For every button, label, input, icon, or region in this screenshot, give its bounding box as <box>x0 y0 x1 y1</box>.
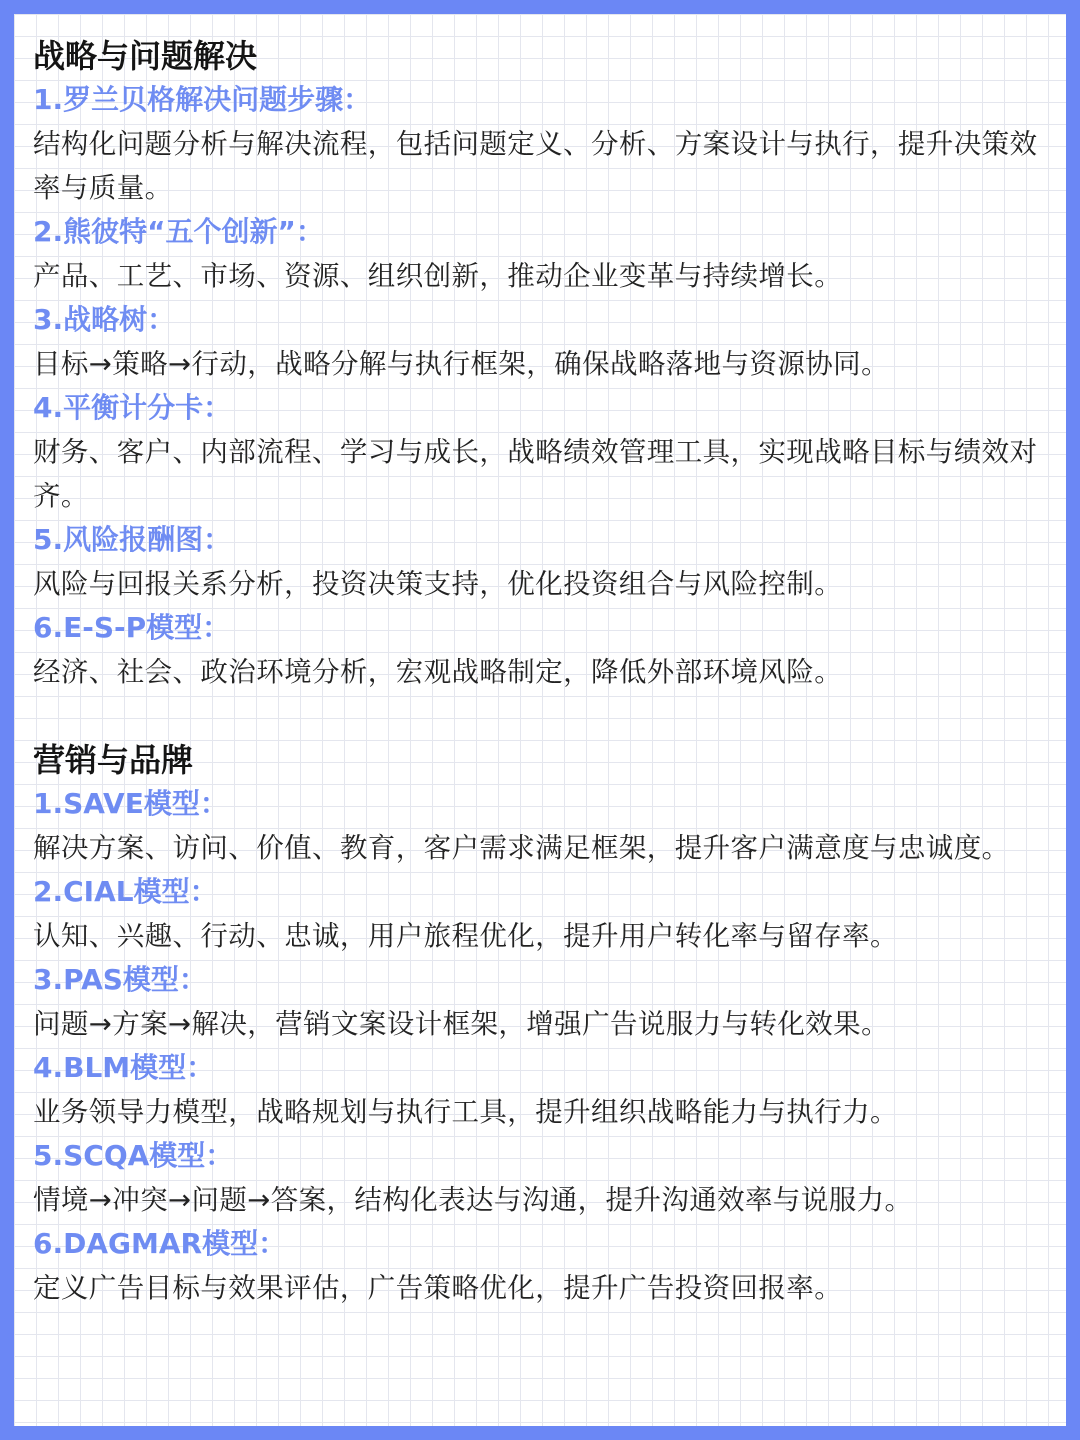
content-card <box>14 14 1066 1426</box>
item-title: 4.平衡计分卡： <box>33 391 232 424</box>
list-item <box>33 870 1053 958</box>
item-description: 问题→方案→解决，营销文案设计框架，增强广告说服力与转化效果。 <box>33 1008 889 1040</box>
item-description: 情境→冲突→问题→答案，结构化表达与沟通，提升沟通效率与说服力。 <box>33 1184 913 1216</box>
item-title: 3.战略树： <box>33 303 176 336</box>
section-strategy <box>33 34 1053 694</box>
item-title: 6.DAGMAR模型： <box>33 1227 287 1260</box>
item-description: 认知、兴趣、行动、忠诚，用户旅程优化，提升用户转化率与留存率。 <box>33 920 898 952</box>
item-description: 结构化问题分析与解决流程，包括问题定义、分析、方案设计与执行，提升决策效率与质量。 <box>33 128 1038 204</box>
item-title: 5.SCQA模型： <box>33 1139 234 1172</box>
section-spacer <box>33 694 1053 738</box>
item-description: 产品、工艺、市场、资源、组织创新，推动企业变革与持续增长。 <box>33 260 843 292</box>
item-title: 1.SAVE模型： <box>33 787 228 820</box>
item-title: 5.风险报酬图： <box>33 523 232 556</box>
item-description: 目标→策略→行动，战略分解与执行框架，确保战略落地与资源协同。 <box>33 348 889 380</box>
list-item <box>33 518 1053 606</box>
section-title: 战略与问题解决 <box>33 37 258 75</box>
list-item <box>33 606 1053 694</box>
list-item <box>33 386 1053 518</box>
list-item <box>33 78 1053 210</box>
list-item <box>33 1134 1053 1222</box>
list-item <box>33 1046 1053 1134</box>
item-title: 4.BLM模型： <box>33 1051 215 1084</box>
item-description: 经济、社会、政治环境分析，宏观战略制定，降低外部环境风险。 <box>33 656 843 688</box>
list-item <box>33 1222 1053 1310</box>
item-description: 财务、客户、内部流程、学习与成长，战略绩效管理工具，实现战略目标与绩效对齐。 <box>33 436 1038 512</box>
item-description: 解决方案、访问、价值、教育，客户需求满足框架，提升客户满意度与忠诚度。 <box>33 832 1010 864</box>
section-title: 营销与品牌 <box>33 741 194 779</box>
list-item <box>33 210 1053 298</box>
item-description: 定义广告目标与效果评估，广告策略优化，提升广告投资回报率。 <box>33 1272 843 1304</box>
item-title: 2.熊彼特“五个创新”： <box>33 215 324 248</box>
content-body <box>33 34 1053 1310</box>
item-title: 6.E-S-P模型： <box>33 611 231 644</box>
list-item <box>33 782 1053 870</box>
item-description: 风险与回报关系分析，投资决策支持，优化投资组合与风险控制。 <box>33 568 843 600</box>
item-description: 业务领导力模型，战略规划与执行工具，提升组织战略能力与执行力。 <box>33 1096 898 1128</box>
item-title: 3.PAS模型： <box>33 963 207 996</box>
list-item <box>33 958 1053 1046</box>
list-item <box>33 298 1053 386</box>
section-marketing <box>33 738 1053 1310</box>
item-title: 1.罗兰贝格解决问题步骤： <box>33 83 372 116</box>
item-title: 2.CIAL模型： <box>33 875 218 908</box>
